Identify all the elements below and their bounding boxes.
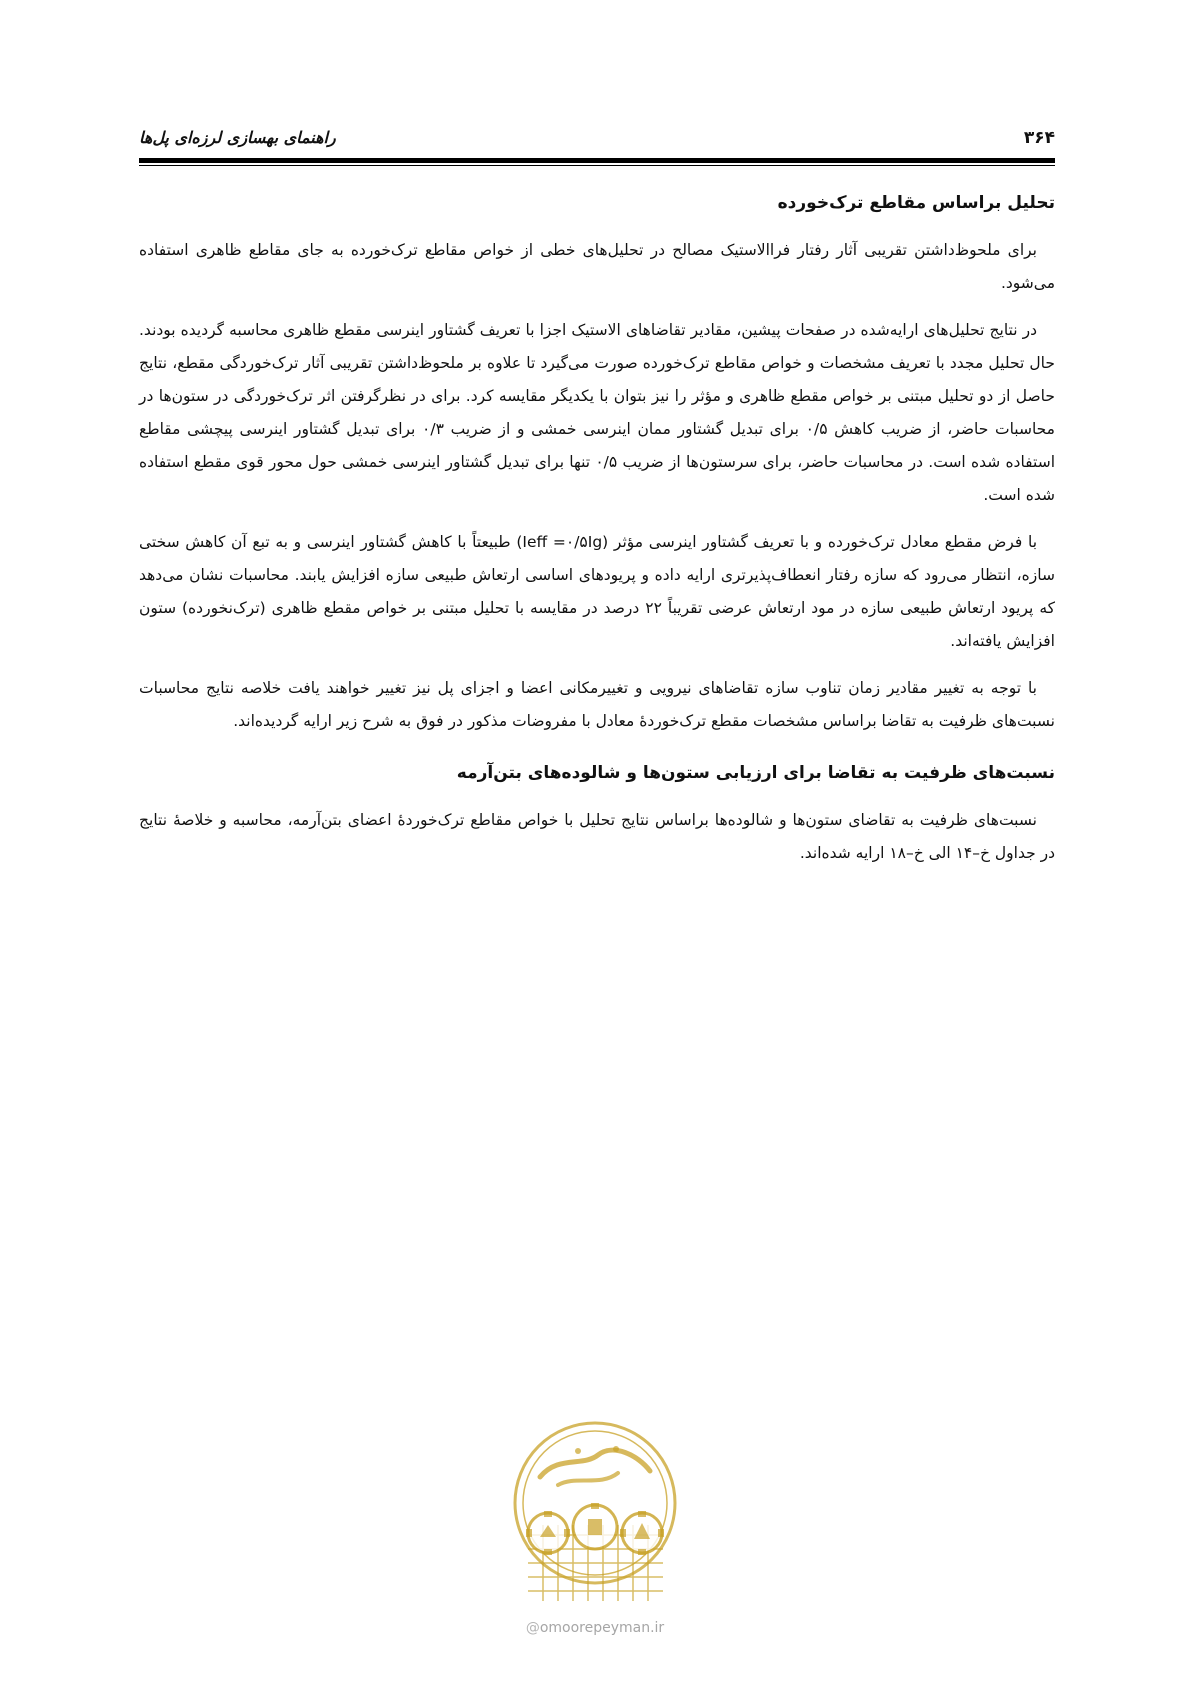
at-icon: @ <box>525 1620 540 1636</box>
paragraph: برای ملحوظ‌داشتن تقریبی آثار رفتار فراالاستیک مصالح در تحلیل‌های خطی از خواص مقاطع ترک‌خورده به جای مقاطع ظاهری استفاده می‌شود. <box>139 241 1055 292</box>
header-rule <box>139 158 1055 163</box>
logo-seal-icon <box>488 1415 702 1615</box>
watermark-site <box>490 1620 700 1636</box>
header-rule-thin <box>139 165 1055 166</box>
watermark-logo <box>488 1415 702 1615</box>
paragraph: نسبت‌های ظرفیت به تقاضای ستون‌ها و شالوده‌ها براساس نتایج تحلیل با خواص مقاطع ترک‌خوردهٔ اعضای بتن‌آرمه، محاسبه و خلاصهٔ نتایج در جداول خ–۱۴ الی خ–۱۸ ارایه شده‌اند. <box>139 811 1055 862</box>
paragraph: با توجه به تغییر مقادیر زمان تناوب سازه تقاضاهای نیرویی و تغییرمکانی اعضا و اجزای پل نیز تغییر خواهند یافت خلاصه نتایج محاسبات نسبت‌های ظرفیت به تقاضا براساس مشخصات مقطع ترک‌خوردهٔ معادل با مفروضات مذکور در فوق به شرح زیر ارایه گردیده‌اند. <box>139 679 1055 730</box>
paragraph: با فرض مقطع معادل ترک‌خورده و با تعریف گشتاور اینرسی مؤثر (Ieff =۰/۵Ig) طبیعتاً با کاهش گشتاور اینرسی و به تبع آن کاهش سختی سازه، انتظار می‌رود که سازه رفتار انعطاف‌پذیرتری ارایه داده و پریودهای اساسی ارتعاش طبیعی سازه افزایش یابند. محاسبات نشان می‌دهد که پریود ارتعاش طبیعی سازه در مود ارتعاش عرضی تقریباً ۲۲ درصد در مقایسه با تحلیل مبتنی بر خواص مقطع ظاهری (ترک‌نخورده) ستون افزایش یافته‌اند. <box>139 533 1056 650</box>
page-body <box>139 188 1055 884</box>
section-heading-capacity-demand: نسبت‌های ظرفیت به تقاضا برای ارزیابی ستون‌ها و شالوده‌های بتن‌آرمه <box>456 763 1055 783</box>
page-header <box>139 126 1055 156</box>
watermark-site-text: omoorepeyman.ir <box>539 1620 665 1636</box>
paragraph: در نتایج تحلیل‌های ارایه‌شده در صفحات پیشین، مقادیر تقاضاهای الاستیک اجزا با تعریف گشتاور اینرسی مقطع ظاهری محاسبه گردیده بودند. حال تحلیل مجدد با تعریف مشخصات و خواص مقاطع ترک‌خورده صورت می‌گیرد تا علاوه بر ملحوظ‌داشتن تقریبی آثار ترک‌خوردگی مقطع، نتایج حاصل از دو تحلیل مبتنی بر خواص مقطع ظاهری و مؤثر را نیز بتوان با یکدیگر مقایسه کرد. برای در نظرگرفتن اثر ترک‌خوردگی در ستون‌ها در محاسبات حاضر، از ضریب کاهش ۰/۵ برای تبدیل گشتاور ممان اینرسی خمشی و از ضریب ۰/۳ برای تبدیل گشتاور اینرسی پیچشی مقاطع استفاده شده است. در محاسبات حاضر، برای سرستون‌ها از ضریب ۰/۵ تنها برای تبدیل گشتاور اینرسی خمشی حول محور قوی مقطع استفاده شده است. <box>139 321 1055 504</box>
running-title: راهنمای بهسازی لرزه‌ای پل‌ها <box>139 128 336 147</box>
page-number: ۳۶۴ <box>1023 128 1055 148</box>
section-heading-cracked-sections: تحلیل براساس مقاطع ترک‌خورده <box>777 193 1055 213</box>
